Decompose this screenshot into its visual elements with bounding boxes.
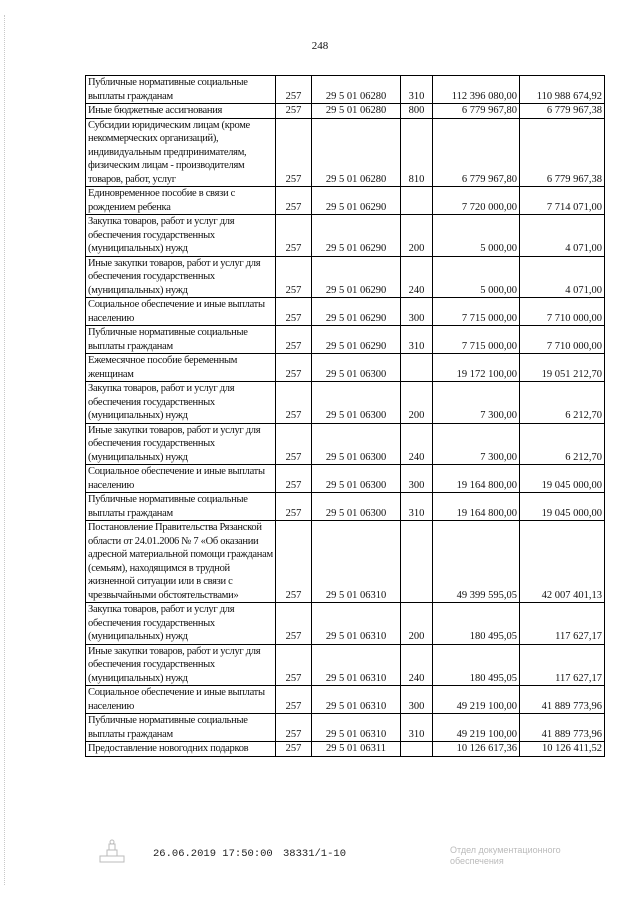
table-row	[86, 298, 605, 326]
row-name-cell: Иные закупки товаров, работ и услуг для обеспечения государственных (муниципальных) нужд	[86, 423, 276, 465]
row-expense-type-cell: 240	[401, 256, 433, 298]
row-expense-type-cell: 200	[401, 215, 433, 257]
row-name-cell: Публичные нормативные социальные выплаты гражданам	[86, 76, 276, 104]
row-actual-amount-cell: 41 889 773,96	[520, 686, 605, 714]
row-ministry-code-cell: 257	[276, 104, 312, 119]
row-name-cell: Социальное обеспечение и иные выплаты населению	[86, 686, 276, 714]
row-actual-amount-cell: 6 779 967,38	[520, 118, 605, 187]
row-actual-amount-cell: 7 710 000,00	[520, 326, 605, 354]
table-row	[86, 644, 605, 686]
table-row	[86, 465, 605, 493]
row-planned-amount-cell: 5 000,00	[433, 256, 520, 298]
row-planned-amount-cell: 49 219 100,00	[433, 686, 520, 714]
row-name-cell: Ежемесячное пособие беременным женщинам	[86, 354, 276, 382]
row-expense-type-cell: 310	[401, 326, 433, 354]
row-name-cell: Иные закупки товаров, работ и услуг для обеспечения государственных (муниципальных) нужд	[86, 644, 276, 686]
row-actual-amount-cell: 7 714 071,00	[520, 187, 605, 215]
row-planned-amount-cell: 6 779 967,80	[433, 118, 520, 187]
row-ministry-code-cell: 257	[276, 118, 312, 187]
row-ministry-code-cell: 257	[276, 354, 312, 382]
row-actual-amount-cell: 7 710 000,00	[520, 298, 605, 326]
row-actual-amount-cell: 6 779 967,38	[520, 104, 605, 119]
row-expense-type-cell: 310	[401, 714, 433, 742]
row-actual-amount-cell: 10 126 411,52	[520, 742, 605, 757]
row-name-cell: Субсидии юридическим лицам (кроме некоммерческих организаций), индивидуальным предпринимателям, физическим лицам - производителям товаров, работ, услуг	[86, 118, 276, 187]
row-actual-amount-cell: 19 045 000,00	[520, 465, 605, 493]
row-planned-amount-cell: 10 126 617,36	[433, 742, 520, 757]
budget-table-body	[86, 76, 605, 757]
row-target-article-cell: 29 5 01 06300	[312, 354, 401, 382]
row-target-article-cell: 29 5 01 06300	[312, 465, 401, 493]
row-planned-amount-cell: 6 779 967,80	[433, 104, 520, 119]
row-actual-amount-cell: 19 045 000,00	[520, 493, 605, 521]
row-actual-amount-cell: 4 071,00	[520, 256, 605, 298]
row-target-article-cell: 29 5 01 06290	[312, 187, 401, 215]
row-planned-amount-cell: 5 000,00	[433, 215, 520, 257]
left-margin-line	[4, 15, 5, 885]
stamp-text: Отдел документационного обеспечения	[450, 845, 561, 866]
row-ministry-code-cell: 257	[276, 326, 312, 354]
row-target-article-cell: 29 5 01 06300	[312, 423, 401, 465]
row-ministry-code-cell: 257	[276, 686, 312, 714]
row-target-article-cell: 29 5 01 06310	[312, 603, 401, 645]
row-name-cell: Публичные нормативные социальные выплаты гражданам	[86, 714, 276, 742]
row-ministry-code-cell: 257	[276, 215, 312, 257]
row-expense-type-cell	[401, 521, 433, 603]
row-target-article-cell: 29 5 01 06280	[312, 104, 401, 119]
row-ministry-code-cell: 257	[276, 256, 312, 298]
table-row	[86, 742, 605, 757]
row-target-article-cell: 29 5 01 06290	[312, 256, 401, 298]
table-row	[86, 603, 605, 645]
row-planned-amount-cell: 7 720 000,00	[433, 187, 520, 215]
table-row	[86, 215, 605, 257]
row-name-cell: Иные закупки товаров, работ и услуг для обеспечения государственных (муниципальных) нужд	[86, 256, 276, 298]
row-ministry-code-cell: 257	[276, 382, 312, 424]
row-actual-amount-cell: 6 212,70	[520, 382, 605, 424]
table-row	[86, 354, 605, 382]
signature-stamp-icon	[98, 838, 126, 866]
row-actual-amount-cell: 110 988 674,92	[520, 76, 605, 104]
row-ministry-code-cell: 257	[276, 521, 312, 603]
row-expense-type-cell: 800	[401, 104, 433, 119]
row-planned-amount-cell: 19 172 100,00	[433, 354, 520, 382]
row-target-article-cell: 29 5 01 06311	[312, 742, 401, 757]
row-expense-type-cell: 300	[401, 465, 433, 493]
table-row	[86, 256, 605, 298]
row-name-cell: Социальное обеспечение и иные выплаты населению	[86, 465, 276, 493]
table-row	[86, 382, 605, 424]
row-actual-amount-cell: 6 212,70	[520, 423, 605, 465]
row-name-cell: Закупка товаров, работ и услуг для обеспечения государственных (муниципальных) нужд	[86, 382, 276, 424]
row-ministry-code-cell: 257	[276, 644, 312, 686]
row-target-article-cell: 29 5 01 06290	[312, 215, 401, 257]
page-number: 248	[311, 40, 329, 52]
footer-datetime: 26.06.2019 17:50:00	[153, 848, 273, 860]
row-actual-amount-cell: 117 627,17	[520, 603, 605, 645]
row-expense-type-cell: 310	[401, 493, 433, 521]
row-expense-type-cell	[401, 354, 433, 382]
table-row	[86, 104, 605, 119]
row-planned-amount-cell: 7 300,00	[433, 423, 520, 465]
row-planned-amount-cell: 49 219 100,00	[433, 714, 520, 742]
row-planned-amount-cell: 180 495,05	[433, 603, 520, 645]
table-row	[86, 493, 605, 521]
row-expense-type-cell	[401, 742, 433, 757]
table-row	[86, 326, 605, 354]
row-target-article-cell: 29 5 01 06280	[312, 76, 401, 104]
row-ministry-code-cell: 257	[276, 742, 312, 757]
row-expense-type-cell: 200	[401, 603, 433, 645]
row-planned-amount-cell: 7 715 000,00	[433, 298, 520, 326]
row-name-cell: Предоставление новогодних подарков	[86, 742, 276, 757]
row-target-article-cell: 29 5 01 06310	[312, 686, 401, 714]
row-ministry-code-cell: 257	[276, 423, 312, 465]
row-target-article-cell: 29 5 01 06290	[312, 326, 401, 354]
table-row	[86, 187, 605, 215]
footer-doc-code: 38331/1-10	[283, 848, 347, 860]
row-actual-amount-cell: 19 051 212,70	[520, 354, 605, 382]
row-target-article-cell: 29 5 01 06290	[312, 298, 401, 326]
row-name-cell: Постановление Правительства Рязанской области от 24.01.2006 № 7 «Об оказании адресной материальной помощи гражданам (семьям), находящимся в трудной жизненной ситуации или в связи с чрезвычайными обстоятельствами»	[86, 521, 276, 603]
row-planned-amount-cell: 19 164 800,00	[433, 493, 520, 521]
row-target-article-cell: 29 5 01 06300	[312, 382, 401, 424]
row-name-cell: Закупка товаров, работ и услуг для обеспечения государственных (муниципальных) нужд	[86, 603, 276, 645]
row-actual-amount-cell: 117 627,17	[520, 644, 605, 686]
row-target-article-cell: 29 5 01 06310	[312, 714, 401, 742]
table-row	[86, 521, 605, 603]
row-expense-type-cell: 310	[401, 76, 433, 104]
row-ministry-code-cell: 257	[276, 493, 312, 521]
row-expense-type-cell: 810	[401, 118, 433, 187]
row-actual-amount-cell: 42 007 401,13	[520, 521, 605, 603]
row-target-article-cell: 29 5 01 06300	[312, 493, 401, 521]
row-ministry-code-cell: 257	[276, 603, 312, 645]
row-ministry-code-cell: 257	[276, 187, 312, 215]
row-name-cell: Закупка товаров, работ и услуг для обеспечения государственных (муниципальных) нужд	[86, 215, 276, 257]
row-actual-amount-cell: 41 889 773,96	[520, 714, 605, 742]
row-expense-type-cell: 200	[401, 382, 433, 424]
row-expense-type-cell: 300	[401, 298, 433, 326]
row-name-cell: Публичные нормативные социальные выплаты гражданам	[86, 326, 276, 354]
row-planned-amount-cell: 112 396 080,00	[433, 76, 520, 104]
row-ministry-code-cell: 257	[276, 298, 312, 326]
row-target-article-cell: 29 5 01 06280	[312, 118, 401, 187]
budget-table	[85, 75, 605, 757]
row-name-cell: Социальное обеспечение и иные выплаты населению	[86, 298, 276, 326]
row-name-cell: Единовременное пособие в связи с рождением ребенка	[86, 187, 276, 215]
table-row	[86, 686, 605, 714]
row-expense-type-cell: 240	[401, 644, 433, 686]
table-row	[86, 714, 605, 742]
row-target-article-cell: 29 5 01 06310	[312, 644, 401, 686]
table-row	[86, 76, 605, 104]
row-name-cell: Публичные нормативные социальные выплаты гражданам	[86, 493, 276, 521]
row-planned-amount-cell: 49 399 595,05	[433, 521, 520, 603]
row-expense-type-cell: 240	[401, 423, 433, 465]
table-row	[86, 118, 605, 187]
row-ministry-code-cell: 257	[276, 465, 312, 493]
row-actual-amount-cell: 4 071,00	[520, 215, 605, 257]
row-name-cell: Иные бюджетные ассигнования	[86, 104, 276, 119]
row-planned-amount-cell: 180 495,05	[433, 644, 520, 686]
row-planned-amount-cell: 7 300,00	[433, 382, 520, 424]
table-row	[86, 423, 605, 465]
row-planned-amount-cell: 19 164 800,00	[433, 465, 520, 493]
row-expense-type-cell	[401, 187, 433, 215]
row-target-article-cell: 29 5 01 06310	[312, 521, 401, 603]
row-ministry-code-cell: 257	[276, 76, 312, 104]
row-expense-type-cell: 300	[401, 686, 433, 714]
row-ministry-code-cell: 257	[276, 714, 312, 742]
row-planned-amount-cell: 7 715 000,00	[433, 326, 520, 354]
